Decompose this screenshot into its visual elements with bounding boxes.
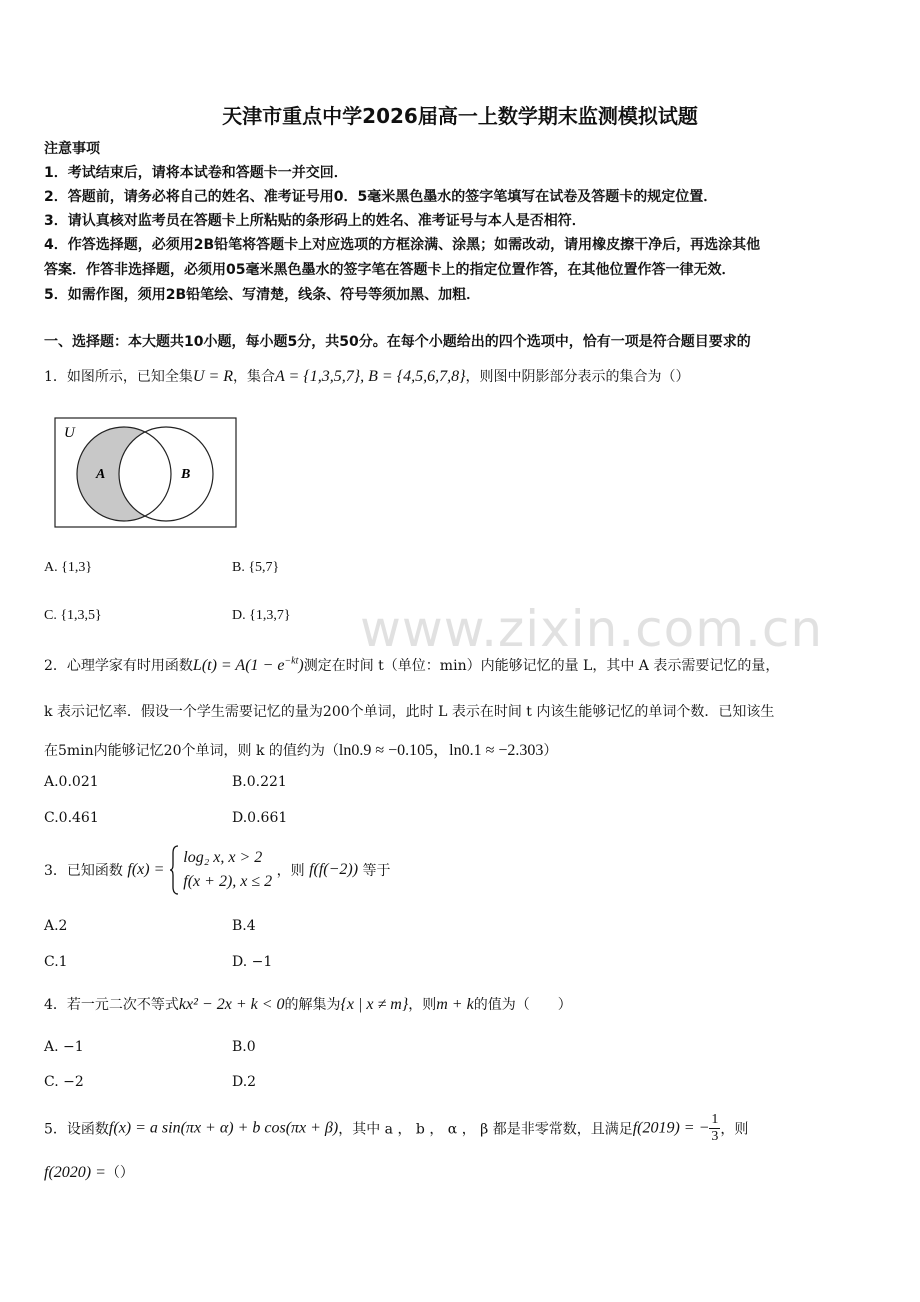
math-part: ) — [298, 657, 304, 674]
question-text: 3．已知函数 — [44, 863, 123, 879]
question-text: ，则图中阴影部分表示的集合为（） — [465, 369, 690, 385]
section-heading: 一、选择题：本大题共10小题，每小题5分，共50分。在每个小题给出的四个选项中，恰有一项是符合题目要求的 — [44, 334, 751, 350]
notice-item: 4．作答选择题，必须用2B铅笔将答题卡上对应选项的方框涂满、涂黑；如需改动，请用橡皮擦干净后，再选涂其他 — [44, 237, 761, 253]
question-3 — [44, 845, 391, 895]
option-c[interactable]: C. {1,3,5} — [44, 608, 102, 623]
question-text: 在5min内能够记忆20个单词，则 k 的值约为（ — [44, 743, 339, 759]
question-text: ，集合 — [233, 369, 276, 385]
math-superscript: −kt — [284, 655, 299, 667]
notice-item: 2．答题前，请务必将自己的姓名、准考证号用0．5毫米黑色墨水的签字笔填写在试卷及答题卡的规定位置． — [44, 189, 718, 205]
notice-item: 5．如需作图，须用2B铅笔绘、写清楚，线条、符号等须加黑、加粗． — [44, 287, 481, 303]
math-expression: f(x) = a sin(πx + α) + b cos(πx + β) — [108, 1119, 339, 1137]
option-d[interactable]: D.0.661 — [232, 810, 288, 826]
option-d[interactable]: D. −1 — [232, 954, 273, 970]
case-2: f(x + 2), x ≤ 2 — [183, 873, 273, 890]
option-b[interactable]: B.0.221 — [232, 774, 287, 790]
option-a[interactable]: A.2 — [44, 918, 68, 934]
fraction-numerator: 1 — [711, 1112, 719, 1127]
question-1 — [44, 366, 690, 386]
option-b[interactable]: B.0 — [232, 1039, 256, 1055]
option-c[interactable]: C.1 — [44, 954, 68, 970]
notice-item: 答案．作答非选择题，必须用05毫米黑色墨水的签字笔在答题卡上的指定位置作答，在其他位置作答一律无效． — [44, 262, 736, 278]
math-expression: f(x) = — [127, 861, 165, 878]
math-expression: f(2019) = − — [632, 1119, 710, 1137]
option-a[interactable]: A. {1,3} — [44, 560, 93, 575]
math-expression: {x | x ≠ m} — [340, 996, 409, 1013]
question-2 — [44, 655, 779, 675]
question-text: ，其中 a ， b ， α ， β 都是非零常数，且满足 — [338, 1121, 633, 1138]
math-expression: A = {1,3,5,7}, B = {4,5,6,7,8} — [275, 368, 466, 385]
question-text: ，则 — [408, 997, 437, 1013]
question-4 — [44, 994, 572, 1014]
option-c[interactable]: C. −2 — [44, 1074, 84, 1090]
option-d[interactable]: D. {1,3,7} — [232, 608, 291, 623]
question-text: 2．心理学家有时用函数 — [44, 658, 193, 674]
watermark: www.zixin.com.cn — [360, 600, 824, 658]
question-text: ，则 — [276, 863, 305, 879]
question-text: 4．若一元二次不等式 — [44, 997, 179, 1013]
math-part: L(t) = A(1 − e — [192, 657, 285, 674]
math-expression: ln0.9 ≈ −0.105，ln0.1 ≈ −2.303 — [338, 742, 544, 759]
question-text: 等于 — [362, 863, 391, 879]
fraction-denominator: 3 — [711, 1129, 719, 1144]
question-text: 5．设函数 — [44, 1121, 109, 1138]
math-expression — [193, 657, 304, 674]
question-text: ） — [543, 743, 558, 759]
question-5 — [44, 1112, 748, 1145]
notice-item: 1．考试结束后，请将本试卷和答题卡一并交回． — [44, 165, 348, 181]
math-expression: kx² − 2x + k < 0 — [178, 996, 285, 1013]
option-b[interactable]: B.4 — [232, 918, 256, 934]
math-expression: f(2020) = — [44, 1164, 106, 1181]
question-text: ，则 — [720, 1121, 749, 1138]
label-u: U — [64, 425, 75, 441]
option-a[interactable]: A. −1 — [44, 1039, 84, 1055]
math-expression: f(f(−2)) — [309, 861, 359, 878]
math-expression: U = R — [192, 368, 234, 385]
question-text: 1．如图所示，已知全集 — [44, 369, 193, 385]
option-b[interactable]: B. {5,7} — [232, 560, 280, 575]
label-b: B — [181, 467, 191, 482]
option-d[interactable]: D.2 — [232, 1074, 257, 1090]
option-c[interactable]: C.0.461 — [44, 810, 99, 826]
question-text: 的解集为 — [284, 997, 341, 1013]
math-expression: m + k — [436, 996, 474, 1013]
piecewise-cases — [183, 846, 272, 894]
case-1: log₂ x, x > 2 — [183, 849, 263, 866]
venn-diagram — [54, 417, 238, 529]
page-title: 天津市重点中学2026届高一上数学期末监测模拟试题 — [222, 104, 698, 128]
question-5-line-2 — [44, 1162, 134, 1182]
label-a: A — [96, 467, 106, 482]
question-2-line-2: k 表示记忆率．假设一个学生需要记忆的量为200个单词，此时 L 表示在时间 t 内该生能够记忆的单词个数．已知该生 — [44, 704, 775, 720]
notice-item: 3．请认真核对监考员在答题卡上所粘贴的条形码上的姓名、准考证号与本人是否相符． — [44, 213, 586, 229]
brace-icon — [169, 845, 179, 895]
question-2-line-3 — [44, 737, 557, 760]
question-text: 的值为（ ） — [473, 997, 572, 1013]
question-text: （） — [105, 1165, 134, 1181]
fraction — [709, 1112, 720, 1145]
notice-heading: 注意事项 — [44, 141, 100, 157]
option-a[interactable]: A.0.021 — [44, 774, 99, 790]
question-text: 测定在时间 t（单位：min）内能够记忆的量 L，其中 A 表示需要记忆的量， — [303, 658, 780, 674]
